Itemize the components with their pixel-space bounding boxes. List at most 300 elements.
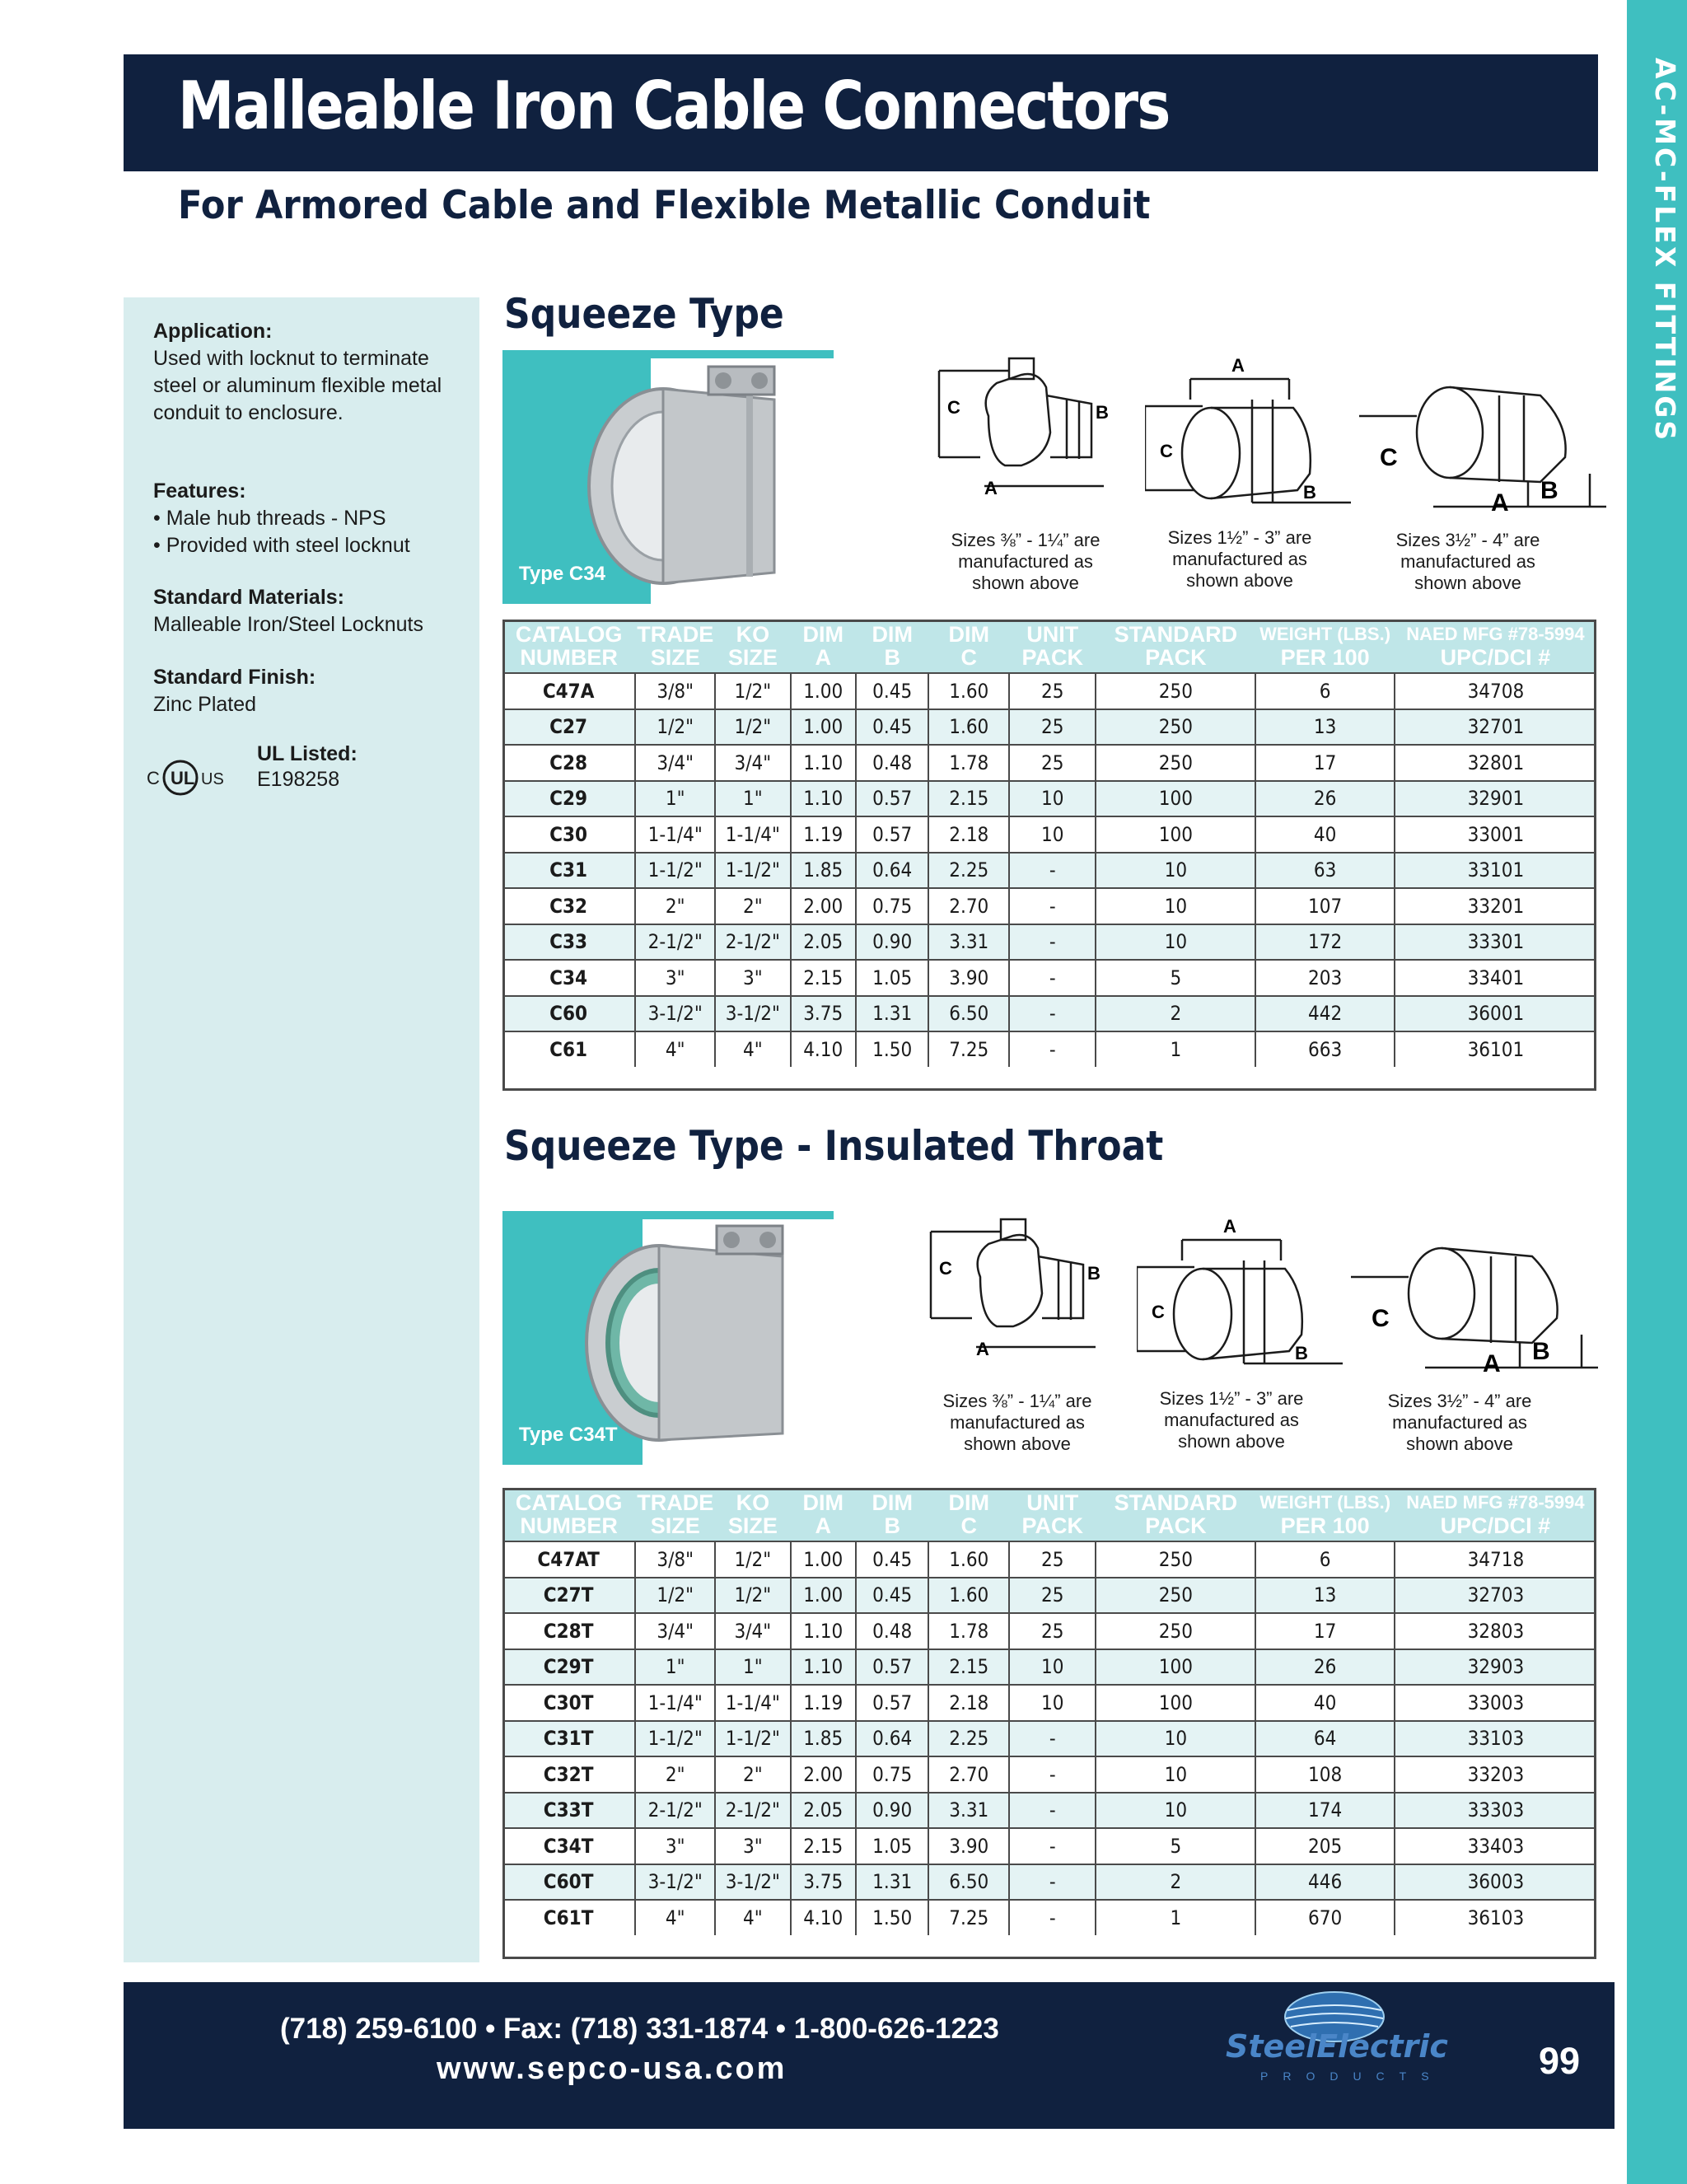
- table-cell: 0.48: [856, 1613, 929, 1649]
- catalog-number-cell: C47A: [502, 673, 635, 709]
- table-cell: 2.25: [928, 1721, 1009, 1757]
- table-cell: 0.75: [856, 888, 929, 924]
- table-cell: 10: [1009, 1685, 1096, 1721]
- table-cell: -: [1009, 1793, 1096, 1829]
- table-cell: 670: [1255, 1900, 1394, 1935]
- column-header-line: STANDARD: [1114, 622, 1238, 647]
- column-header: [928, 1488, 1009, 1541]
- table-row: [502, 673, 1596, 709]
- catalog-number-cell: C61T: [502, 1900, 635, 1935]
- table-cell: 2.70: [928, 888, 1009, 924]
- table-cell: 0.57: [856, 1685, 929, 1721]
- connector-diagram-medium: [1137, 1211, 1343, 1384]
- column-header: [791, 1488, 856, 1541]
- table-cell: 32701: [1395, 709, 1596, 746]
- table-cell: 10: [1096, 1756, 1255, 1793]
- svg-text:C: C: [147, 768, 160, 788]
- column-header-line: KO: [736, 1490, 770, 1515]
- table-cell: 33001: [1395, 816, 1596, 853]
- table-cell: 3.90: [928, 1828, 1009, 1864]
- table-cell: -: [1009, 960, 1096, 996]
- connector-diagram-large: [1351, 1219, 1598, 1384]
- catalog-number-cell: C47AT: [502, 1541, 635, 1578]
- table-cell: 1-1/4": [715, 816, 790, 853]
- table-cell: 1": [635, 781, 715, 817]
- table-cell: 1-1/2": [715, 853, 790, 889]
- table-cell: 26: [1255, 781, 1394, 817]
- table-cell: 2-1/2": [635, 1793, 715, 1829]
- table-cell: 1.85: [791, 1721, 856, 1757]
- table-cell: 34718: [1395, 1541, 1596, 1578]
- table-cell: 36103: [1395, 1900, 1596, 1935]
- table-row: [502, 853, 1596, 889]
- table-cell: 4.10: [791, 1900, 856, 1935]
- column-header: [928, 620, 1009, 673]
- table-cell: 17: [1255, 745, 1394, 781]
- svg-text:C: C: [947, 397, 960, 418]
- catalog-number-cell: C32T: [502, 1756, 635, 1793]
- table-cell: 203: [1255, 960, 1394, 996]
- table-cell: 2": [635, 1756, 715, 1793]
- svg-text:B: B: [1303, 482, 1316, 503]
- table-cell: 64: [1255, 1721, 1394, 1757]
- finish-heading: Standard Finish:: [153, 666, 316, 689]
- footer-website: www.sepco-usa.com: [437, 2051, 787, 2086]
- table-cell: 33003: [1395, 1685, 1596, 1721]
- table-cell: 1/2": [635, 709, 715, 746]
- table-cell: 2-1/2": [715, 1793, 790, 1829]
- table-cell: 2: [1096, 1864, 1255, 1901]
- table-cell: 32903: [1395, 1649, 1596, 1686]
- svg-text:A: A: [1483, 1350, 1501, 1377]
- table-cell: 2.15: [791, 1828, 856, 1864]
- ul-number: E198258: [257, 768, 340, 791]
- table-cell: 2.70: [928, 1756, 1009, 1793]
- table-cell: 32801: [1395, 745, 1596, 781]
- table-cell: 32703: [1395, 1578, 1596, 1614]
- connector-diagram-small: [931, 334, 1120, 523]
- table-row: [502, 1578, 1596, 1614]
- table-row: [502, 1685, 1596, 1721]
- table-cell: 1-1/2": [715, 1721, 790, 1757]
- table-cell: 663: [1255, 1031, 1394, 1067]
- table-row: [502, 1031, 1596, 1067]
- table-cell: 4": [715, 1031, 790, 1067]
- svg-text:C: C: [1380, 444, 1398, 471]
- table-cell: 0.45: [856, 1578, 929, 1614]
- table-cell: 1": [715, 781, 790, 817]
- table-cell: 25: [1009, 1613, 1096, 1649]
- table-cell: 25: [1009, 709, 1096, 746]
- column-header-line: PACK: [1145, 645, 1207, 670]
- page-title: Malleable Iron Cable Connectors: [178, 68, 1170, 144]
- table-cell: 1.60: [928, 673, 1009, 709]
- svg-text:B: B: [1295, 1343, 1308, 1363]
- table-cell: 7.25: [928, 1031, 1009, 1067]
- catalog-number-cell: C28T: [502, 1613, 635, 1649]
- column-header: [502, 1488, 635, 1541]
- connector-diagram-medium: [1145, 350, 1351, 523]
- table-cell: 1": [635, 1649, 715, 1686]
- column-header-line: TRADE: [637, 622, 714, 647]
- table-cell: 1.10: [791, 1613, 856, 1649]
- table-cell: 3": [715, 1828, 790, 1864]
- column-header: [715, 620, 790, 673]
- table-cell: 1.60: [928, 709, 1009, 746]
- column-header-line: PACK: [1021, 645, 1083, 670]
- column-header-line: NAED MFG #78-5994: [1406, 624, 1585, 644]
- table-cell: 26: [1255, 1649, 1394, 1686]
- table-cell: 33403: [1395, 1828, 1596, 1864]
- table-cell: 32803: [1395, 1613, 1596, 1649]
- table-cell: 1.05: [856, 960, 929, 996]
- table-cell: 3-1/2": [715, 996, 790, 1032]
- table-cell: 1/2": [715, 1541, 790, 1578]
- column-header-line: PER 100: [1280, 1513, 1370, 1538]
- column-header: [635, 1488, 715, 1541]
- catalog-number-cell: C30: [502, 816, 635, 853]
- table-cell: 3-1/2": [635, 1864, 715, 1901]
- table-cell: 2.00: [791, 888, 856, 924]
- catalog-number-cell: C29: [502, 781, 635, 817]
- table-cell: 32901: [1395, 781, 1596, 817]
- svg-text:C: C: [1152, 1302, 1165, 1322]
- catalog-number-cell: C34: [502, 960, 635, 996]
- table-cell: 40: [1255, 1685, 1394, 1721]
- table-cell: 1.00: [791, 1541, 856, 1578]
- table-cell: 2-1/2": [715, 924, 790, 961]
- svg-text:C: C: [1372, 1305, 1390, 1332]
- table-cell: 3/4": [635, 745, 715, 781]
- table-cell: -: [1009, 1864, 1096, 1901]
- table-cell: 2": [715, 888, 790, 924]
- svg-text:C: C: [1160, 441, 1173, 461]
- table-row: [502, 1649, 1596, 1686]
- table-cell: 10: [1096, 1721, 1255, 1757]
- table-cell: 1.00: [791, 1578, 856, 1614]
- table-cell: 25: [1009, 745, 1096, 781]
- section-title-squeeze-type: Squeeze Type: [504, 290, 784, 338]
- svg-text:A: A: [976, 1339, 989, 1359]
- column-header-line: B: [884, 645, 900, 670]
- table-cell: 10: [1096, 1793, 1255, 1829]
- table-cell: 1.85: [791, 853, 856, 889]
- table-row: [502, 816, 1596, 853]
- table-cell: 0.90: [856, 1793, 929, 1829]
- column-header-line: A: [815, 645, 831, 670]
- table-cell: 1.50: [856, 1900, 929, 1935]
- table-cell: 1.19: [791, 1685, 856, 1721]
- table-cell: 2.05: [791, 1793, 856, 1829]
- column-header: [856, 620, 929, 673]
- table-row: [502, 1900, 1596, 1935]
- table-cell: 1-1/4": [635, 816, 715, 853]
- column-header-line: SIZE: [650, 1513, 700, 1538]
- table-row: [502, 781, 1596, 817]
- table-cell: 10: [1009, 1649, 1096, 1686]
- table-cell: 36001: [1395, 996, 1596, 1032]
- table-cell: 6: [1255, 673, 1394, 709]
- table-cell: 2.05: [791, 924, 856, 961]
- connector-diagram-large: [1359, 358, 1606, 523]
- column-header: [1009, 1488, 1096, 1541]
- catalog-number-cell: C30T: [502, 1685, 635, 1721]
- table-cell: 107: [1255, 888, 1394, 924]
- table-header-row: [502, 1488, 1596, 1541]
- table-cell: 33303: [1395, 1793, 1596, 1829]
- column-header-line: UPC/DCI #: [1440, 645, 1551, 670]
- table-cell: 6: [1255, 1541, 1394, 1578]
- table-cell: 1/2": [715, 1578, 790, 1614]
- table-cell: 205: [1255, 1828, 1394, 1864]
- table-cell: 1-1/2": [635, 1721, 715, 1757]
- table-row: [502, 1793, 1596, 1829]
- table-row: [502, 745, 1596, 781]
- spec-table-insulated: [502, 1488, 1596, 1935]
- table-cell: 1.10: [791, 781, 856, 817]
- brand-logo-text: SteelElectric: [1226, 2028, 1448, 2065]
- table-cell: 1.00: [791, 673, 856, 709]
- table-cell: 2.15: [928, 781, 1009, 817]
- column-header: [1096, 620, 1255, 673]
- column-header-line: A: [815, 1513, 831, 1538]
- table-cell: 2": [715, 1756, 790, 1793]
- column-header: [791, 620, 856, 673]
- catalog-number-cell: C33: [502, 924, 635, 961]
- table-cell: -: [1009, 853, 1096, 889]
- catalog-number-cell: C34T: [502, 1828, 635, 1864]
- table-cell: 33203: [1395, 1756, 1596, 1793]
- column-header-line: STANDARD: [1114, 1490, 1238, 1515]
- table-cell: 0.45: [856, 709, 929, 746]
- table-cell: 0.57: [856, 816, 929, 853]
- table-cell: -: [1009, 1721, 1096, 1757]
- column-header-line: SIZE: [727, 645, 778, 670]
- catalog-number-cell: C29T: [502, 1649, 635, 1686]
- svg-text:A: A: [1231, 355, 1245, 376]
- table-cell: 4": [635, 1031, 715, 1067]
- table-cell: -: [1009, 888, 1096, 924]
- table-cell: 0.57: [856, 781, 929, 817]
- catalog-number-cell: C28: [502, 745, 635, 781]
- catalog-number-cell: C33T: [502, 1793, 635, 1829]
- connector-diagram-small: [923, 1195, 1112, 1384]
- table-cell: 446: [1255, 1864, 1394, 1901]
- ul-heading: UL Listed:: [257, 742, 357, 765]
- svg-text:A: A: [984, 478, 998, 498]
- column-header-line: B: [884, 1513, 900, 1538]
- table-cell: 108: [1255, 1756, 1394, 1793]
- column-header-line: SIZE: [727, 1513, 778, 1538]
- page-subtitle: For Armored Cable and Flexible Metallic Conduit: [178, 183, 1151, 228]
- footer-phone: (718) 259-6100 • Fax: (718) 331-1874 • 1-800-626-1223: [280, 2013, 999, 2045]
- diagram-caption: Sizes 3½” - 4” are manufactured as shown above: [1395, 530, 1540, 593]
- table-cell: 3": [715, 960, 790, 996]
- table-cell: 13: [1255, 709, 1394, 746]
- table-cell: 5: [1096, 960, 1255, 996]
- table-cell: 7.25: [928, 1900, 1009, 1935]
- table-cell: 1/2": [715, 709, 790, 746]
- table-cell: 0.90: [856, 924, 929, 961]
- table-cell: -: [1009, 1756, 1096, 1793]
- column-header-line: PER 100: [1280, 645, 1370, 670]
- table-cell: 1.31: [856, 996, 929, 1032]
- table-cell: -: [1009, 1900, 1096, 1935]
- table-cell: 1-1/4": [715, 1685, 790, 1721]
- table-cell: 0.64: [856, 1721, 929, 1757]
- table-cell: 250: [1096, 1541, 1255, 1578]
- side-tab-label: AC-MC-FLEX FITTINGS: [1649, 58, 1681, 443]
- table-cell: 10: [1009, 816, 1096, 853]
- diagram-caption: Sizes 3½” - 4” are manufactured as shown above: [1387, 1391, 1532, 1454]
- table-cell: 33301: [1395, 924, 1596, 961]
- diagram-caption: Sizes ⅜” - 1¼” are manufactured as shown above: [942, 1391, 1092, 1454]
- section-title-insulated-throat: Squeeze Type - Insulated Throat: [504, 1122, 1164, 1170]
- table-cell: 25: [1009, 1578, 1096, 1614]
- table-header-row: [502, 620, 1596, 673]
- catalog-number-cell: C27T: [502, 1578, 635, 1614]
- table-cell: 1": [715, 1649, 790, 1686]
- table-row: [502, 1721, 1596, 1757]
- svg-text:US: US: [201, 770, 224, 788]
- svg-text:B: B: [1096, 402, 1109, 423]
- table-cell: 1-1/4": [635, 1685, 715, 1721]
- table-cell: 1.60: [928, 1541, 1009, 1578]
- column-header: [1395, 1488, 1596, 1541]
- table-cell: 3.31: [928, 924, 1009, 961]
- column-header: [1255, 1488, 1394, 1541]
- finish-text: Zinc Plated: [153, 693, 257, 716]
- table-cell: -: [1009, 1828, 1096, 1864]
- table-cell: 3/8": [635, 673, 715, 709]
- table-cell: 250: [1096, 709, 1255, 746]
- table-cell: 4.10: [791, 1031, 856, 1067]
- spec-table-squeeze: [502, 620, 1596, 1067]
- column-header: [635, 620, 715, 673]
- table-cell: 17: [1255, 1613, 1394, 1649]
- table-cell: 3.31: [928, 1793, 1009, 1829]
- page-number: 99: [1539, 2040, 1581, 2082]
- table-cell: 442: [1255, 996, 1394, 1032]
- table-row: [502, 888, 1596, 924]
- table-cell: 1.05: [856, 1828, 929, 1864]
- column-header-line: C: [960, 1513, 978, 1538]
- table-cell: 63: [1255, 853, 1394, 889]
- column-header-line: UNIT: [1026, 622, 1079, 647]
- table-cell: 33201: [1395, 888, 1596, 924]
- table-cell: 1.31: [856, 1864, 929, 1901]
- table-cell: 100: [1096, 1685, 1255, 1721]
- diagram-caption: Sizes ⅜” - 1¼” are manufactured as shown above: [951, 530, 1101, 593]
- table-cell: 1.78: [928, 1613, 1009, 1649]
- table-cell: 3-1/2": [635, 996, 715, 1032]
- table-row: [502, 960, 1596, 996]
- table-cell: 3-1/2": [715, 1864, 790, 1901]
- table-cell: 100: [1096, 781, 1255, 817]
- table-cell: 10: [1096, 924, 1255, 961]
- table-cell: 174: [1255, 1793, 1394, 1829]
- table-cell: 10: [1009, 781, 1096, 817]
- table-cell: 2.18: [928, 1685, 1009, 1721]
- table-cell: 100: [1096, 816, 1255, 853]
- catalog-number-cell: C27: [502, 709, 635, 746]
- table-cell: -: [1009, 996, 1096, 1032]
- svg-text:A: A: [1223, 1216, 1236, 1237]
- table-cell: 34708: [1395, 673, 1596, 709]
- table-cell: 4": [635, 1900, 715, 1935]
- catalog-number-cell: C60T: [502, 1864, 635, 1901]
- column-header: [715, 1488, 790, 1541]
- table-cell: 6.50: [928, 1864, 1009, 1901]
- column-header-line: PACK: [1145, 1513, 1207, 1538]
- svg-text:B: B: [1540, 477, 1558, 504]
- table-row: [502, 1756, 1596, 1793]
- table-cell: 6.50: [928, 996, 1009, 1032]
- table-cell: 1.19: [791, 816, 856, 853]
- table-cell: 250: [1096, 1578, 1255, 1614]
- table-cell: 2.15: [928, 1649, 1009, 1686]
- table-cell: 2-1/2": [635, 924, 715, 961]
- svg-text:B: B: [1087, 1263, 1101, 1284]
- table-cell: 10: [1096, 888, 1255, 924]
- photo-type-label: Type C34: [519, 563, 605, 585]
- table-cell: 172: [1255, 924, 1394, 961]
- table-cell: 0.45: [856, 1541, 929, 1578]
- table-cell: 40: [1255, 816, 1394, 853]
- table-row: [502, 709, 1596, 746]
- catalog-number-cell: C31: [502, 853, 635, 889]
- feature-item: • Male hub threads - NPS: [153, 507, 386, 530]
- table-row: [502, 1613, 1596, 1649]
- table-cell: 3/4": [715, 1613, 790, 1649]
- table-cell: 2": [635, 888, 715, 924]
- table-cell: 3/4": [635, 1613, 715, 1649]
- column-header-line: WEIGHT (LBS.): [1259, 624, 1391, 644]
- table-row: [502, 1828, 1596, 1864]
- table-cell: 1/2": [635, 1578, 715, 1614]
- table-cell: 3/4": [715, 745, 790, 781]
- table-cell: 0.57: [856, 1649, 929, 1686]
- column-header-line: WEIGHT (LBS.): [1259, 1492, 1391, 1513]
- column-header: [856, 1488, 929, 1541]
- table-cell: 36101: [1395, 1031, 1596, 1067]
- diagram-caption: Sizes 1½” - 3” are manufactured as shown above: [1167, 527, 1312, 591]
- column-header-line: UPC/DCI #: [1440, 1513, 1551, 1538]
- table-cell: -: [1009, 1031, 1096, 1067]
- table-cell: 1.78: [928, 745, 1009, 781]
- table-cell: 33103: [1395, 1721, 1596, 1757]
- table-row: [502, 996, 1596, 1032]
- table-cell: 5: [1096, 1828, 1255, 1864]
- table-cell: 3.75: [791, 996, 856, 1032]
- column-header: [1096, 1488, 1255, 1541]
- table-cell: 250: [1096, 673, 1255, 709]
- feature-item: • Provided with steel locknut: [153, 534, 410, 557]
- table-cell: 4": [715, 1900, 790, 1935]
- table-row: [502, 1541, 1596, 1578]
- table-row: [502, 924, 1596, 961]
- svg-text:UL: UL: [171, 768, 195, 788]
- column-header-line: C: [960, 645, 978, 670]
- table-cell: 100: [1096, 1649, 1255, 1686]
- svg-text:A: A: [1491, 489, 1509, 517]
- materials-text: Malleable Iron/Steel Locknuts: [153, 613, 423, 636]
- table-cell: 2.00: [791, 1756, 856, 1793]
- table-cell: 250: [1096, 1613, 1255, 1649]
- column-header-line: DIM: [948, 1490, 990, 1515]
- brand-logo-subtext: PRODUCTS: [1260, 2069, 1444, 2083]
- application-text: Used with locknut to terminate steel or aluminum flexible metal conduit to enclosure.: [153, 347, 442, 424]
